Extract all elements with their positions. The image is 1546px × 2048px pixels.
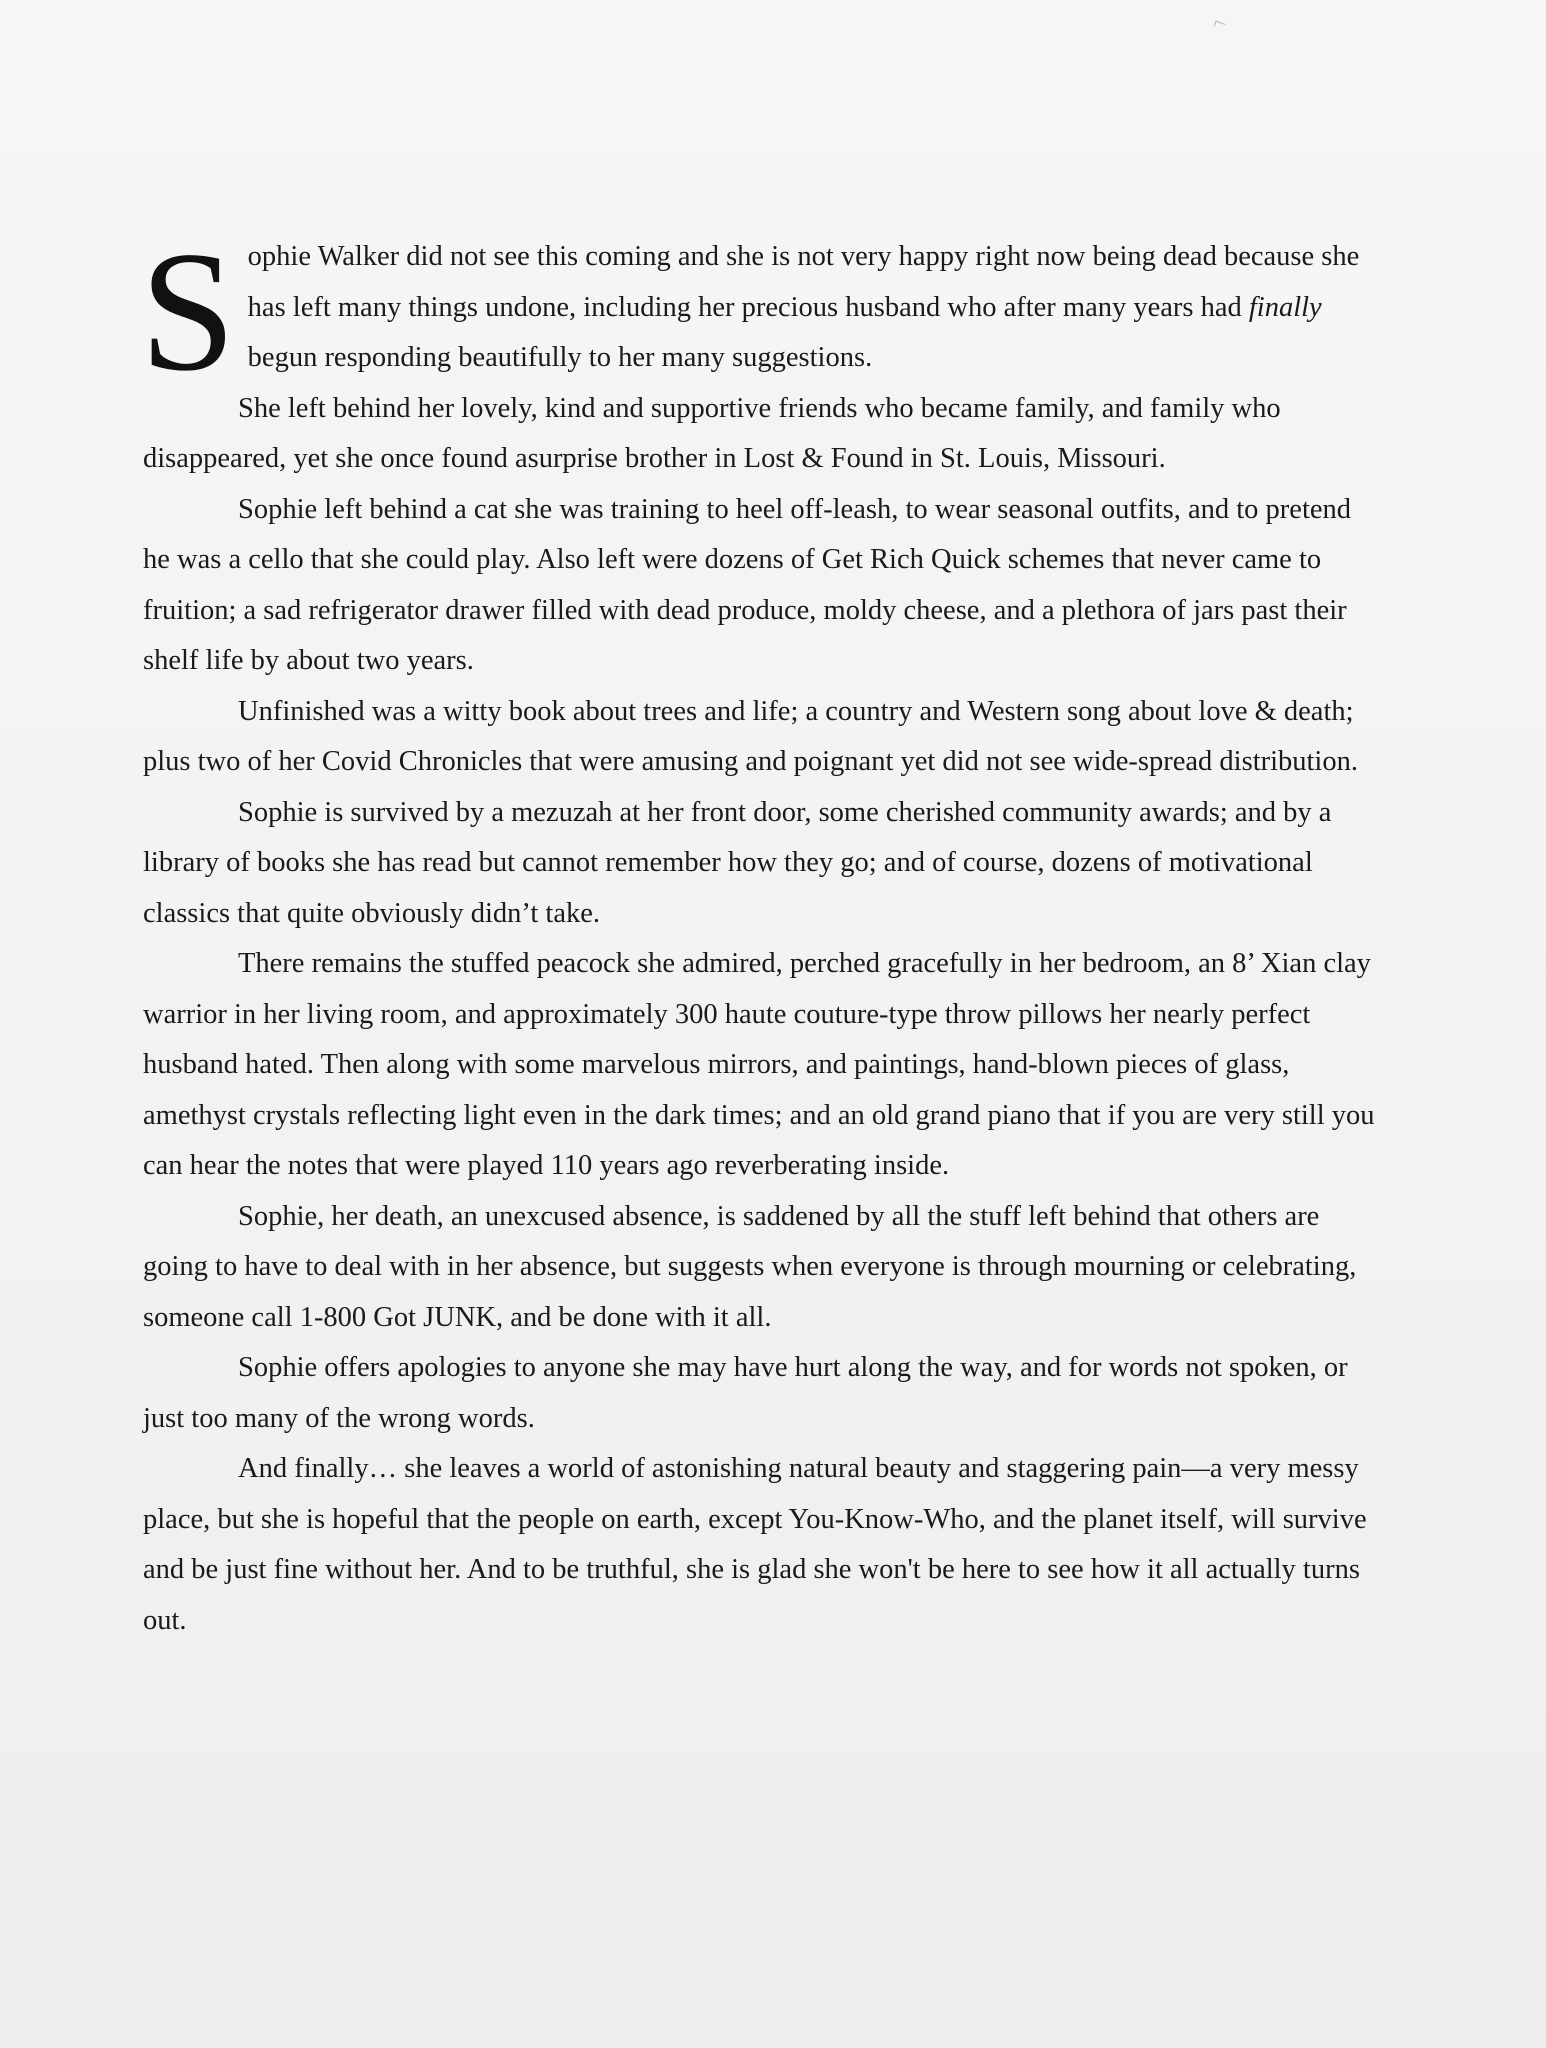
paragraph-4: Unfinished was a witty book about trees and life; a country and Western song about love & death; plus two of her Covid Chronicles that were amusing and poignant yet did not see wide-spread distribution. — [143, 695, 1358, 777]
paragraph-2: She left behind her lovely, kind and supportive friends who became family, and family who disappeared, yet she once found asurprise brother in Lost & Found in St. Louis, Missouri. — [143, 392, 1281, 474]
paragraph-1-text-a: ophie Walker did not see this coming and she is not very happy right now being dead because she has left many things undone, including her precious husband who after many years had — [247, 241, 1360, 323]
paragraph-7: Sophie, her death, an unexcused absence, is saddened by all the stuff left behind that others are going to have to deal with in her absence, but suggests when everyone is through mourning or celebrating, someone call 1-800 Got JUNK, and be done with it all. — [143, 1200, 1357, 1333]
paragraph-1 — [140, 217, 1383, 407]
paragraph-8: Sophie offers apologies to anyone she may have hurt along the way, and for words not spoken, or just too many of the wrong words. — [143, 1352, 1348, 1434]
paragraph-5: Sophie is survived by a mezuzah at her front door, some cherished community awards; and by a library of books she has read but cannot remember how they go; and of course, dozens of motivational classics that quite obviously didn’t take. — [143, 796, 1332, 929]
paragraph-1-text-b: begun responding beautifully to her many suggestions. — [247, 342, 873, 373]
obituary-text — [140, 217, 1383, 1646]
drop-cap: S — [140, 217, 236, 407]
paragraph-3: Sophie left behind a cat she was training to heel off-leash, to wear seasonal outfits, and to pretend he was a cello that she could play. Also left were dozens of Get Rich Quick schemes that never came to fruition; a sad refrigerator drawer filled with dead produce, moldy cheese, and a plethora of jars past their shelf life by about two years. — [143, 493, 1352, 676]
paragraph-9: And finally… she leaves a world of astonishing natural beauty and staggering pain—a very messy place, but she is hopeful that the people on earth, except You-Know-Who, and the planet itself, will survive and be just fine without her. And to be truthful, she is glad she won't be here to see how it all actually turns out. — [143, 1453, 1367, 1636]
paragraph-6: There remains the stuffed peacock she admired, perched gracefully in her bedroom, an 8’ Xian clay warrior in her living room, and approximately 300 haute couture-type throw pillows her nearly perfect husband hated. Then along with some marvelous mirrors, and paintings, hand-blown pieces of glass, amethyst crystals reflecting light even in the dark times; and an old grand piano that if you are very still you can hear the notes that were played 110 years ago reverberating inside. — [143, 948, 1375, 1181]
paragraph-1-emphasis: finally — [1248, 291, 1322, 323]
paper-mark: ⌐ — [1210, 8, 1231, 37]
